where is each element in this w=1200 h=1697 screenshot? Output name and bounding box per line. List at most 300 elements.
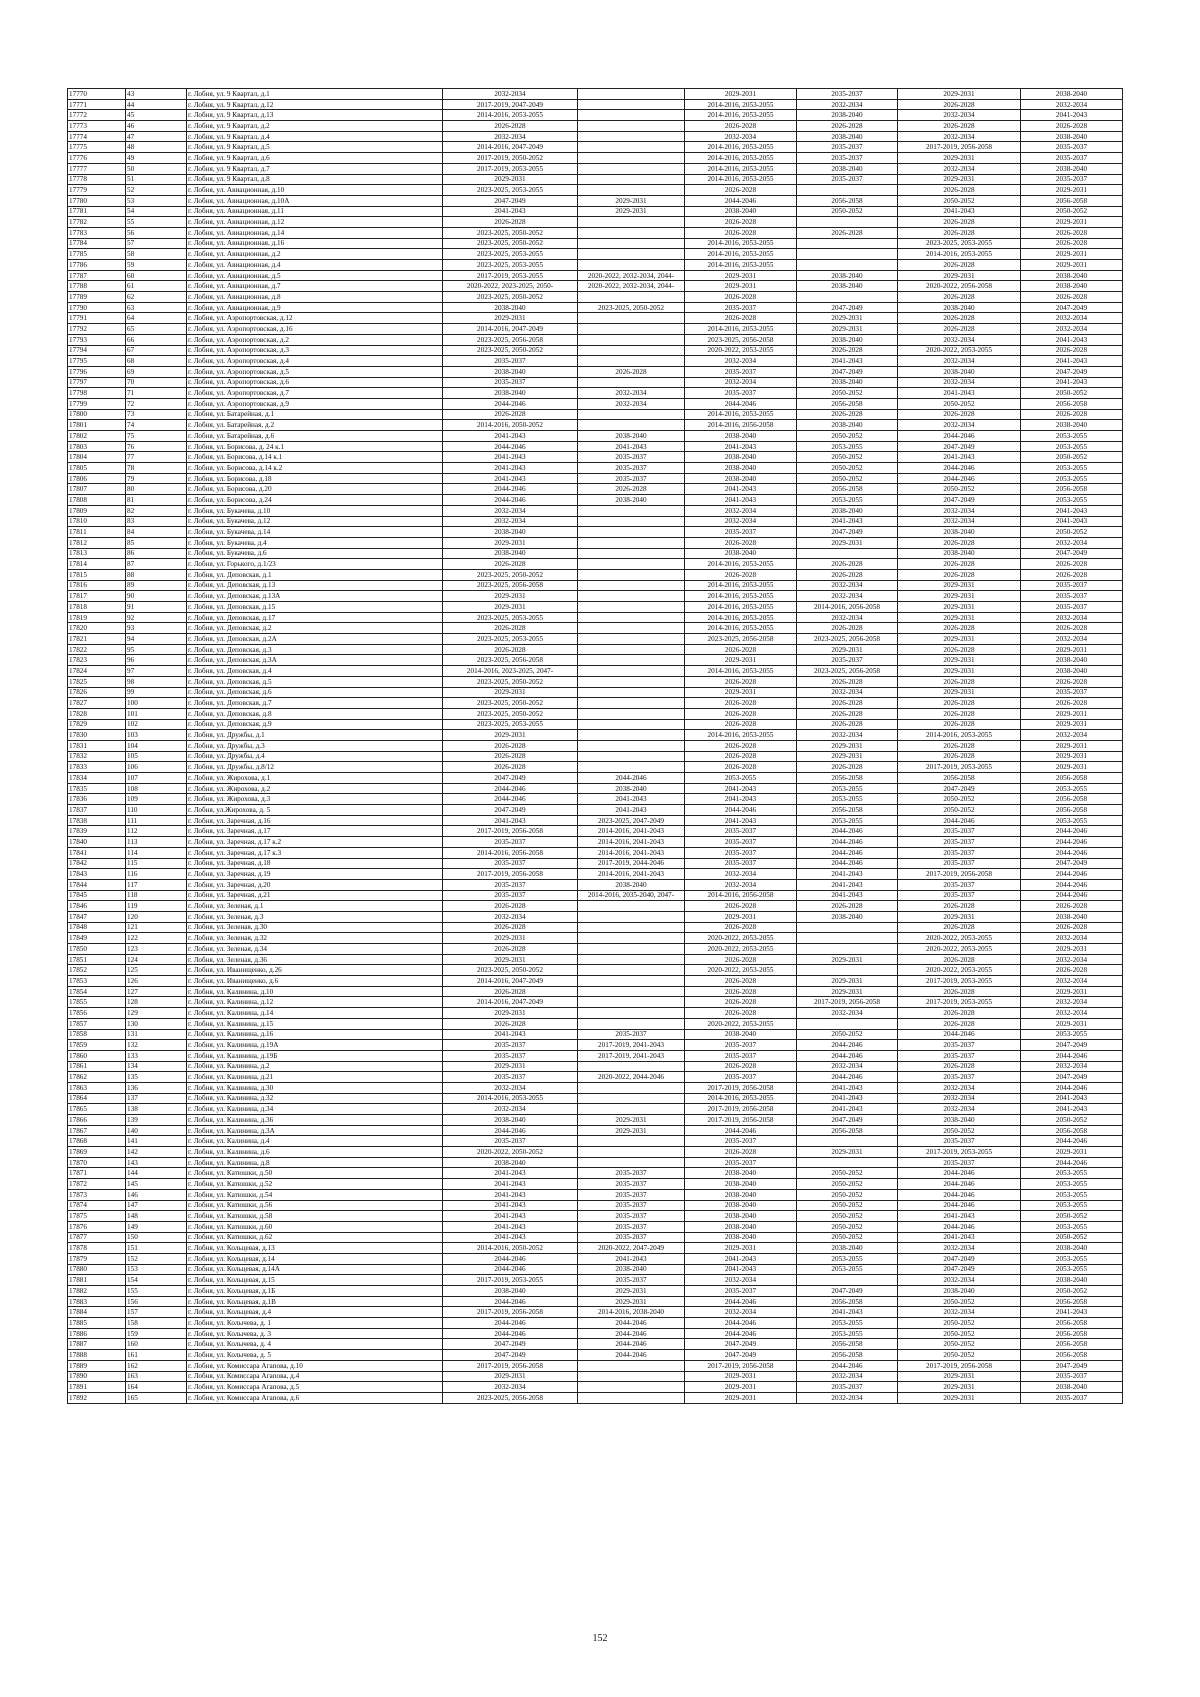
table-cell: 2032-2034 — [797, 99, 898, 110]
table-row — [68, 366, 1123, 377]
table-cell: 17836 — [68, 794, 126, 805]
table-cell: 85 — [126, 537, 187, 548]
table-row — [68, 324, 1123, 335]
table-cell: 2026-2028 — [1021, 922, 1123, 933]
table-cell: г. Лобня, ул. 9 Квартал, д.13 — [187, 110, 443, 121]
table-cell: 2032-2034 — [1021, 997, 1123, 1008]
table-cell: г. Лобня, ул. Колычева, д. 1 — [187, 1318, 443, 1329]
table-cell: г. Лобня, ул. Букачева, д.4 — [187, 537, 443, 548]
table-cell: 17788 — [68, 281, 126, 292]
table-row — [68, 965, 1123, 976]
table-cell: 2014-2016, 2056-2058 — [685, 890, 797, 901]
table-cell: г. Лобня, ул. Калинина, д.10 — [187, 986, 443, 997]
table-cell: 17820 — [68, 623, 126, 634]
table-cell: 2029-2031 — [443, 602, 578, 613]
table-cell: 2026-2028 — [1021, 676, 1123, 687]
table-cell: 2044-2046 — [578, 1350, 685, 1361]
table-cell: 2029-2031 — [685, 687, 797, 698]
table-cell: г. Лобня, ул. Деповская, д.7 — [187, 698, 443, 709]
table-cell: 2044-2046 — [1021, 1136, 1123, 1147]
table-cell — [797, 933, 898, 944]
table-cell: 2038-2040 — [1021, 655, 1123, 666]
table-cell: 2038-2040 — [685, 1232, 797, 1243]
table-cell: 2014-2016, 2053-2055 — [685, 260, 797, 271]
table-cell: 74 — [126, 420, 187, 431]
table-cell: 2029-2031 — [797, 313, 898, 324]
table-cell: 2050-2052 — [797, 1221, 898, 1232]
table-cell: 2038-2040 — [1021, 1382, 1123, 1393]
table-cell — [578, 762, 685, 773]
table-cell — [578, 559, 685, 570]
table-row — [68, 505, 1123, 516]
table-cell: 2014-2016, 2053-2055 — [685, 324, 797, 335]
table-cell: 2026-2028 — [797, 762, 898, 773]
table-cell: 87 — [126, 559, 187, 570]
table-cell: 2023-2025, 2050-2052 — [443, 708, 578, 719]
table-cell: 17797 — [68, 377, 126, 388]
table-cell: 2017-2019, 2056-2058 — [898, 869, 1021, 880]
table-cell: 2044-2046 — [797, 826, 898, 837]
table-cell: 17771 — [68, 99, 126, 110]
table-cell: 2035-2037 — [898, 890, 1021, 901]
table-cell: 2032-2034 — [1021, 1061, 1123, 1072]
table-cell: 2029-2031 — [578, 1115, 685, 1126]
table-cell: 2032-2034 — [898, 505, 1021, 516]
table-cell: 2041-2043 — [443, 1179, 578, 1190]
table-cell: 2044-2046 — [1021, 1050, 1123, 1061]
table-cell: 118 — [126, 890, 187, 901]
table-cell: 2038-2040 — [685, 1189, 797, 1200]
table-row — [68, 794, 1123, 805]
table-cell: 120 — [126, 911, 187, 922]
table-cell: 2032-2034 — [1021, 1008, 1123, 1019]
table-cell: 2041-2043 — [898, 206, 1021, 217]
table-cell: 2017-2019, 2053-2055 — [898, 976, 1021, 987]
table-cell: 17786 — [68, 260, 126, 271]
table-cell: 17883 — [68, 1296, 126, 1307]
table-cell: 2050-2052 — [1021, 452, 1123, 463]
table-cell: г. Лобня, ул. Калинина, д.36 — [187, 1115, 443, 1126]
table-cell: 2044-2046 — [898, 463, 1021, 474]
table-cell: 121 — [126, 922, 187, 933]
table-cell: 2053-2055 — [1021, 473, 1123, 484]
table-cell: 2038-2040 — [1021, 281, 1123, 292]
table-cell: 17834 — [68, 773, 126, 784]
table-cell: 2020-2022, 2047-2049 — [578, 1243, 685, 1254]
table-cell: 17790 — [68, 302, 126, 313]
table-cell: 2029-2031 — [898, 591, 1021, 602]
table-row — [68, 1168, 1123, 1179]
table-cell: 2050-2052 — [898, 1125, 1021, 1136]
table-row — [68, 431, 1123, 442]
table-cell — [578, 1093, 685, 1104]
table-row — [68, 89, 1123, 100]
table-row — [68, 655, 1123, 666]
table-cell: 2029-2031 — [1021, 217, 1123, 228]
table-cell: 2026-2028 — [443, 121, 578, 132]
table-cell: 80 — [126, 484, 187, 495]
table-row — [68, 1104, 1123, 1115]
table-cell: 2056-2058 — [1021, 1125, 1123, 1136]
table-cell — [578, 249, 685, 260]
table-row — [68, 1360, 1123, 1371]
table-row — [68, 1179, 1123, 1190]
table-cell: 2026-2028 — [443, 901, 578, 912]
table-cell: 2047-2049 — [685, 1350, 797, 1361]
table-cell: г. Лобня, ул. Деповская, д.3 — [187, 644, 443, 655]
table-cell: 2050-2052 — [797, 431, 898, 442]
table-row — [68, 227, 1123, 238]
table-cell: г. Лобня, ул. Иванищенко, д.6 — [187, 976, 443, 987]
table-cell: 2026-2028 — [898, 1018, 1021, 1029]
table-cell: г. Лобня, ул. Деповская, д.2А — [187, 634, 443, 645]
table-cell: 2038-2040 — [1021, 911, 1123, 922]
table-cell: 2041-2043 — [685, 441, 797, 452]
table-cell: 2017-2019, 2053-2055 — [443, 1275, 578, 1286]
table-cell: 2050-2052 — [797, 473, 898, 484]
table-cell: 2053-2055 — [797, 1253, 898, 1264]
table-row — [68, 1061, 1123, 1072]
table-cell: 108 — [126, 783, 187, 794]
table-cell: г. Лобня, ул. Аэропортовская, д.6 — [187, 377, 443, 388]
table-cell: г. Лобня, ул. Катюшки, д.62 — [187, 1232, 443, 1243]
table-cell: 2029-2031 — [797, 324, 898, 335]
table-row — [68, 591, 1123, 602]
table-cell: 129 — [126, 1008, 187, 1019]
table-cell: 2041-2043 — [685, 783, 797, 794]
table-cell: 2044-2046 — [443, 783, 578, 794]
table-cell: г. Лобня, ул. Калинина, д.2 — [187, 1061, 443, 1072]
table-cell: 2023-2025, 2053-2055 — [443, 185, 578, 196]
table-cell: 2029-2031 — [898, 174, 1021, 185]
table-cell: 2053-2055 — [797, 815, 898, 826]
table-cell: 2026-2028 — [685, 185, 797, 196]
table-cell: 144 — [126, 1168, 187, 1179]
table-row — [68, 602, 1123, 613]
table-row — [68, 805, 1123, 816]
table-cell: 2035-2037 — [898, 826, 1021, 837]
table-cell: 102 — [126, 719, 187, 730]
table-cell: 17824 — [68, 666, 126, 677]
table-cell: 2032-2034 — [797, 612, 898, 623]
table-cell: г. Лобня, ул. Заречная, д.17 к.3 — [187, 847, 443, 858]
table-row — [68, 174, 1123, 185]
table-cell: 17876 — [68, 1221, 126, 1232]
table-cell: 2029-2031 — [443, 687, 578, 698]
table-cell: 2026-2028 — [898, 922, 1021, 933]
table-cell: 2047-2049 — [443, 1339, 578, 1350]
table-cell: 65 — [126, 324, 187, 335]
table-cell: 2023-2025, 2056-2058 — [685, 334, 797, 345]
table-cell: 2047-2049 — [898, 495, 1021, 506]
table-cell: 2014-2016, 2047-2049 — [443, 976, 578, 987]
table-row — [68, 420, 1123, 431]
table-row — [68, 826, 1123, 837]
table-cell: г. Лобня, ул. Кольцевая, д.15 — [187, 1275, 443, 1286]
table-cell: 2050-2052 — [898, 805, 1021, 816]
table-cell: г. Лобня, ул. Зеленая, д.32 — [187, 933, 443, 944]
table-cell: 2041-2043 — [578, 805, 685, 816]
table-cell: 17789 — [68, 292, 126, 303]
table-cell: 2035-2037 — [443, 890, 578, 901]
table-cell: 2035-2037 — [1021, 142, 1123, 153]
table-row — [68, 719, 1123, 730]
table-cell: 2026-2028 — [685, 698, 797, 709]
table-row — [68, 730, 1123, 741]
table-cell: г. Лобня, ул. 9 Квартал, д.2 — [187, 121, 443, 132]
table-cell: 2053-2055 — [1021, 1179, 1123, 1190]
table-cell: г. Лобня, ул. Батарейная, д.2 — [187, 420, 443, 431]
table-cell: 17862 — [68, 1072, 126, 1083]
table-cell: 2032-2034 — [797, 687, 898, 698]
table-cell: 2026-2028 — [443, 409, 578, 420]
table-cell: 135 — [126, 1072, 187, 1083]
table-cell: 125 — [126, 965, 187, 976]
table-cell: г. Лобня, ул. Аэропортовская, д.12 — [187, 313, 443, 324]
table-cell: 2044-2046 — [898, 1221, 1021, 1232]
table-cell: 48 — [126, 142, 187, 153]
table-cell — [797, 217, 898, 228]
table-cell: 2035-2037 — [685, 826, 797, 837]
table-row — [68, 944, 1123, 955]
table-cell: 2050-2052 — [797, 388, 898, 399]
table-cell: 2029-2031 — [797, 751, 898, 762]
table-cell: 2032-2034 — [898, 1082, 1021, 1093]
table-cell: 2029-2031 — [797, 976, 898, 987]
table-row — [68, 708, 1123, 719]
table-cell: г. Лобня, ул. Комиссара Агапова, д.10 — [187, 1360, 443, 1371]
table-cell: 2032-2034 — [898, 110, 1021, 121]
table-cell: г. Лобня, ул. Авиационная, д.12 — [187, 217, 443, 228]
table-cell: 2026-2028 — [898, 537, 1021, 548]
table-cell: 2041-2043 — [797, 1093, 898, 1104]
table-cell: 137 — [126, 1093, 187, 1104]
table-cell: г. Лобня, ул. Борисова, д.24 — [187, 495, 443, 506]
table-cell: г. Лобня, ул. Заречная, д.16 — [187, 815, 443, 826]
table-cell: 17798 — [68, 388, 126, 399]
table-cell: 2032-2034 — [685, 377, 797, 388]
table-cell: 2023-2025, 2047-2049 — [578, 815, 685, 826]
table-cell: 152 — [126, 1253, 187, 1264]
table-cell: 2053-2055 — [797, 1318, 898, 1329]
table-row — [68, 783, 1123, 794]
table-cell — [797, 185, 898, 196]
table-row — [68, 666, 1123, 677]
table-cell: 2041-2043 — [443, 463, 578, 474]
table-row — [68, 409, 1123, 420]
table-cell: 17814 — [68, 559, 126, 570]
table-cell: г. Лобня, ул. Заречная, д.17 к.2 — [187, 837, 443, 848]
table-cell: г. Лобня, ул. Кольцевая, д.4 — [187, 1307, 443, 1318]
table-cell: 17840 — [68, 837, 126, 848]
table-cell: 107 — [126, 773, 187, 784]
table-cell: 2044-2046 — [797, 837, 898, 848]
table-row — [68, 815, 1123, 826]
table-cell: г. Лобня, ул. Аэропортовская, д.5 — [187, 366, 443, 377]
table-cell: 2026-2028 — [898, 1008, 1021, 1019]
table-cell: 2047-2049 — [685, 1339, 797, 1350]
table-cell: 2029-2031 — [685, 1392, 797, 1403]
table-cell: 92 — [126, 612, 187, 623]
table-row — [68, 398, 1123, 409]
table-cell: 2023-2025, 2050-2052 — [443, 238, 578, 249]
table-cell: 2026-2028 — [1021, 227, 1123, 238]
table-cell: 17818 — [68, 602, 126, 613]
table-cell: 2032-2034 — [898, 1093, 1021, 1104]
table-cell: 2023-2025, 2050-2052 — [443, 698, 578, 709]
table-cell: 2038-2040 — [443, 366, 578, 377]
table-cell: 2038-2040 — [797, 911, 898, 922]
table-cell: 2038-2040 — [685, 463, 797, 474]
table-cell: г. Лобня, ул. Жирохова, д.3 — [187, 794, 443, 805]
table-cell: 133 — [126, 1050, 187, 1061]
table-cell: 114 — [126, 847, 187, 858]
table-row — [68, 356, 1123, 367]
table-cell: 2044-2046 — [443, 794, 578, 805]
table-cell: 2053-2055 — [797, 1328, 898, 1339]
table-cell: 2038-2040 — [578, 1264, 685, 1275]
table-cell: г. Лобня, ул. Зеленая, д.1 — [187, 901, 443, 912]
table-cell: 17774 — [68, 131, 126, 142]
table-cell: 142 — [126, 1147, 187, 1158]
table-cell: 2035-2037 — [797, 655, 898, 666]
table-cell: 17796 — [68, 366, 126, 377]
table-cell: 103 — [126, 730, 187, 741]
table-cell: 2038-2040 — [797, 334, 898, 345]
table-cell: 17805 — [68, 463, 126, 474]
table-cell: 2029-2031 — [578, 195, 685, 206]
page-number: 152 — [592, 1633, 608, 1644]
table-cell: 17783 — [68, 227, 126, 238]
table-cell: 17887 — [68, 1339, 126, 1350]
table-cell: г. Лобня, ул. Деповская, д.15 — [187, 602, 443, 613]
table-cell — [578, 644, 685, 655]
table-cell: 17770 — [68, 89, 126, 100]
table-cell: 2041-2043 — [898, 388, 1021, 399]
table-cell: 2014-2016, 2053-2055 — [685, 559, 797, 570]
table-cell: 2029-2031 — [898, 580, 1021, 591]
table-cell: 2038-2040 — [797, 281, 898, 292]
table-cell: 17851 — [68, 954, 126, 965]
table-cell: 2041-2043 — [443, 473, 578, 484]
table-cell: 2041-2043 — [685, 794, 797, 805]
table-cell: 17892 — [68, 1392, 126, 1403]
table-cell: 159 — [126, 1328, 187, 1339]
table-row — [68, 612, 1123, 623]
table-cell: 2038-2040 — [685, 548, 797, 559]
table-cell: г. Лобня, ул. Калинина, д.19А — [187, 1040, 443, 1051]
table-cell: 2026-2028 — [898, 559, 1021, 570]
table-cell: 17833 — [68, 762, 126, 773]
table-cell: 2044-2046 — [797, 1050, 898, 1061]
table-cell: 2014-2016, 2053-2055 — [685, 153, 797, 164]
table-cell: 2029-2031 — [1021, 260, 1123, 271]
table-cell: 17775 — [68, 142, 126, 153]
table-cell: 2044-2046 — [685, 398, 797, 409]
table-cell: 2026-2028 — [1021, 698, 1123, 709]
table-cell: 2017-2019, 2056-2058 — [685, 1082, 797, 1093]
table-cell: 2053-2055 — [1021, 815, 1123, 826]
table-cell: 2035-2037 — [898, 1157, 1021, 1168]
table-cell: 2035-2037 — [797, 1382, 898, 1393]
table-cell: 2032-2034 — [685, 505, 797, 516]
table-cell: 2053-2055 — [797, 794, 898, 805]
table-cell: г. Лобня, ул. Деповская, д.9 — [187, 719, 443, 730]
table-cell: 2032-2034 — [443, 516, 578, 527]
table-cell — [578, 110, 685, 121]
table-cell — [578, 751, 685, 762]
table-cell: 2056-2058 — [1021, 398, 1123, 409]
table-cell: 158 — [126, 1318, 187, 1329]
table-cell: 2029-2031 — [578, 1296, 685, 1307]
table-cell: 149 — [126, 1221, 187, 1232]
table-cell: 109 — [126, 794, 187, 805]
table-cell: 17843 — [68, 869, 126, 880]
table-row — [68, 302, 1123, 313]
table-cell: 2029-2031 — [898, 655, 1021, 666]
table-cell: 17813 — [68, 548, 126, 559]
table-cell: 17821 — [68, 634, 126, 645]
table-cell: 2041-2043 — [898, 452, 1021, 463]
table-cell: 2038-2040 — [443, 1115, 578, 1126]
table-cell: г. Лобня, ул. Калинина, д.15 — [187, 1018, 443, 1029]
table-cell: 17875 — [68, 1211, 126, 1222]
table-cell: 17779 — [68, 185, 126, 196]
table-cell: 126 — [126, 976, 187, 987]
table-cell: 2044-2046 — [898, 1029, 1021, 1040]
table-row — [68, 131, 1123, 142]
table-cell: г. Лобня, ул. 9 Квартал, д.12 — [187, 99, 443, 110]
table-cell: 2044-2046 — [1021, 837, 1123, 848]
table-cell: 2029-2031 — [898, 153, 1021, 164]
table-cell: 2026-2028 — [797, 719, 898, 730]
table-cell: 2041-2043 — [1021, 1104, 1123, 1115]
table-cell: 17872 — [68, 1179, 126, 1190]
table-cell: г. Лобня, ул. Кольцевая, д.1Б — [187, 1286, 443, 1297]
table-cell: 2038-2040 — [1021, 131, 1123, 142]
table-cell: 2035-2037 — [898, 879, 1021, 890]
table-row — [68, 217, 1123, 228]
table-row — [68, 1318, 1123, 1329]
table-row — [68, 185, 1123, 196]
table-cell — [578, 1008, 685, 1019]
table-row — [68, 1392, 1123, 1403]
table-cell: 2014-2016, 2053-2055 — [898, 730, 1021, 741]
table-cell: г. Лобня, ул. Кольцевая, д.13 — [187, 1243, 443, 1254]
table-cell: 17787 — [68, 270, 126, 281]
table-cell: 2038-2040 — [685, 1211, 797, 1222]
table-cell: 2023-2025, 2053-2055 — [443, 634, 578, 645]
table-cell: 164 — [126, 1382, 187, 1393]
table-row — [68, 1050, 1123, 1061]
table-cell: 2026-2028 — [898, 260, 1021, 271]
table-cell: 2026-2028 — [685, 1147, 797, 1158]
table-cell: 2041-2043 — [443, 1232, 578, 1243]
table-cell: 2014-2016, 2035-2040, 2047- — [578, 890, 685, 901]
table-cell: 17776 — [68, 153, 126, 164]
table-row — [68, 206, 1123, 217]
table-cell: 2026-2028 — [797, 623, 898, 634]
table-cell: 2050-2052 — [898, 1328, 1021, 1339]
table-cell: 2038-2040 — [578, 783, 685, 794]
table-cell: 2035-2037 — [1021, 687, 1123, 698]
table-cell: 2044-2046 — [443, 398, 578, 409]
table-cell: г. Лобня, ул. Дружбы, д.1 — [187, 730, 443, 741]
table-cell: 51 — [126, 174, 187, 185]
table-row — [68, 260, 1123, 271]
table-cell: 17888 — [68, 1350, 126, 1361]
table-cell: 96 — [126, 655, 187, 666]
